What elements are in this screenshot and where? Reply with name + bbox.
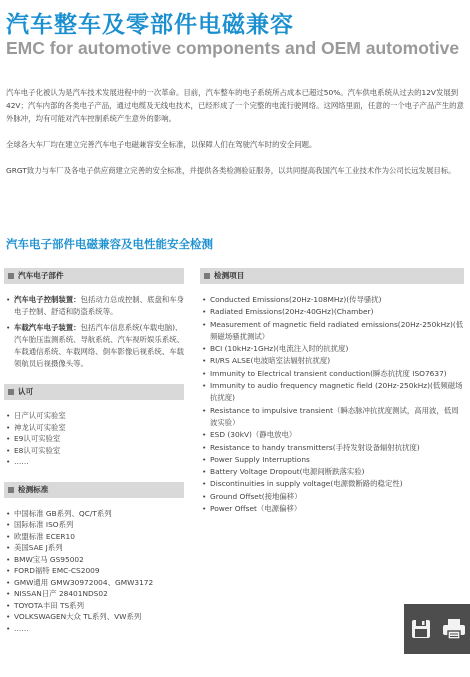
list-item: • Power Supply Interruptions <box>200 454 464 466</box>
floating-toolbar <box>404 604 470 654</box>
standards-header-label: 检测标准 <box>18 484 49 494</box>
list-item: • 日产认可实验室 <box>4 410 184 422</box>
list-item: • BCI (10kHz-1GHz)(电流注入时的抗扰度) <box>200 343 464 355</box>
list-item <box>4 322 184 370</box>
intro-paragraph: 汽车电子化被认为是汽车技术发展进程中的一次革命。目前，汽车整车的电子系统所占成本已超过50%。汽车供电系统从过去的12V发展到42V；汽车内部的各类电子产品，通过电缆及无线电技术，已经形成了一个完整的电流行驶网络。这网络里面，任意的一个电子产品产生的意外脉冲，均有可能对汽车控制系统产生意外的影响。 <box>6 88 464 123</box>
printer-icon <box>442 618 466 640</box>
list-item: • ESD (30kV)（静电放电） <box>200 429 464 441</box>
item-label: 汽车电子控制装置： <box>14 295 81 304</box>
list-item: • E9认可实验室 <box>4 433 184 445</box>
list-item <box>4 294 184 318</box>
page-title: 汽车整车及零部件电磁兼容 <box>6 12 294 38</box>
intro-paragraph: GRGT致力与车厂及各电子供应商建立完善的安全标准，并提供各类检测验证服务，以共同提高我国汽车工业技术作为公司长远发展目标。 <box>6 166 456 175</box>
list-item: • TOYOTA丰田 TS系列 <box>4 600 184 612</box>
list-item: • 国际标准 ISO系列 <box>4 519 184 531</box>
products-header-label: 汽车电子部件 <box>18 271 64 280</box>
list-item: • NISSAN日产 28401NDS02 <box>4 588 184 600</box>
list-item: • VOLKSWAGEN大众 TL系列、VW系列 <box>4 611 184 623</box>
list-item: • GMW通用 GMW30972004、GMW3172 <box>4 577 184 589</box>
list-item: • Resistance to handy transmitters(手持发射设备辐射抗扰度) <box>200 442 464 454</box>
section-heading: 汽车电子部件电磁兼容及电性能安全检测 <box>6 237 213 251</box>
list-item: • BMW宝马 GS95002 <box>4 554 184 566</box>
products-block <box>4 268 184 370</box>
list-item: • Power Offset（电源偏移） <box>200 503 464 515</box>
list-item: • 神龙认可实验室 <box>4 422 184 434</box>
list-item: • Ground Offset(接地偏移） <box>200 491 464 503</box>
left-column <box>4 268 184 634</box>
square-icon <box>204 273 210 279</box>
item-label: 车载汽车电子装置： <box>14 323 81 332</box>
accreditation-block <box>4 384 184 468</box>
list-item: • Resistance to impulsive transient（瞬态脉冲抗扰度测试，高用波，低周波实验） <box>200 405 464 430</box>
list-item: • Immunity to Electrical transient conduction(瞬态抗扰度 ISO7637) <box>200 368 464 380</box>
list-item: • Immunity to audio frequency magnetic field (20Hz-250kHz)(低频磁场抗扰度) <box>200 380 464 405</box>
square-icon <box>8 389 14 395</box>
square-icon <box>8 273 14 279</box>
list-item: • 中国标准 GB系列、QC/T系列 <box>4 508 184 520</box>
list-item: • 美国SAE J系列 <box>4 542 184 554</box>
accreditation-header <box>4 384 184 400</box>
test-items-header <box>200 268 464 284</box>
list-item: • Discontinuities in supply voltage(电源微断路的稳定性) <box>200 478 464 490</box>
intro-text <box>6 86 464 190</box>
list-item: • E8认可实验室 <box>4 445 184 457</box>
list-item: • …… <box>4 456 184 468</box>
page-subtitle: EMC for automotive components and OEM automotive <box>6 38 460 58</box>
floppy-disk-icon <box>410 618 432 640</box>
accreditation-header-label: 认可 <box>18 387 34 396</box>
list-item: • Radiated Emissions(20Hz-40GHz)(Chamber) <box>200 306 464 318</box>
list-item: • Measurement of magnetic field radiated emissions(20Hz-250kHz)(低频磁场骚扰测试） <box>200 319 464 344</box>
list-item: • RI/RS ALSE(电波暗室法辐射抗扰度) <box>200 355 464 367</box>
square-icon <box>8 487 14 493</box>
standards-block <box>4 482 184 635</box>
test-items-header-label: 检测项目 <box>214 271 245 280</box>
list-item: • …… <box>4 623 184 635</box>
print-button[interactable] <box>441 616 467 642</box>
list-item: • 欧盟标准 ECER10 <box>4 531 184 543</box>
save-button[interactable] <box>408 616 434 642</box>
list-item: • FORD福特 EMC-CS2009 <box>4 565 184 577</box>
list-item: • Conducted Emissions(20Hz-108MHz)(传导骚扰) <box>200 294 464 306</box>
products-header <box>4 268 184 284</box>
item-text: 包括动力总成控制、底盘和车身电子控制、舒适和防盗系统等。 <box>14 295 185 316</box>
intro-paragraph: 全球各大车厂均在建立完善汽车电子电磁兼容安全标准，以保障人们在驾驶汽车时的安全问题。 <box>6 140 317 149</box>
standards-header <box>4 482 184 498</box>
right-column <box>200 268 464 515</box>
list-item: • Battery Voltage Dropout(电源间断跌落实验) <box>200 466 464 478</box>
item-text: 包括汽车信息系统(车载电脑)、汽车胎压监测系统、导航系统、汽车视听娱乐系统、车载通信系统、车载网络、倒车影像后视系统、车载领航员后视摄像头等。 <box>14 323 184 368</box>
